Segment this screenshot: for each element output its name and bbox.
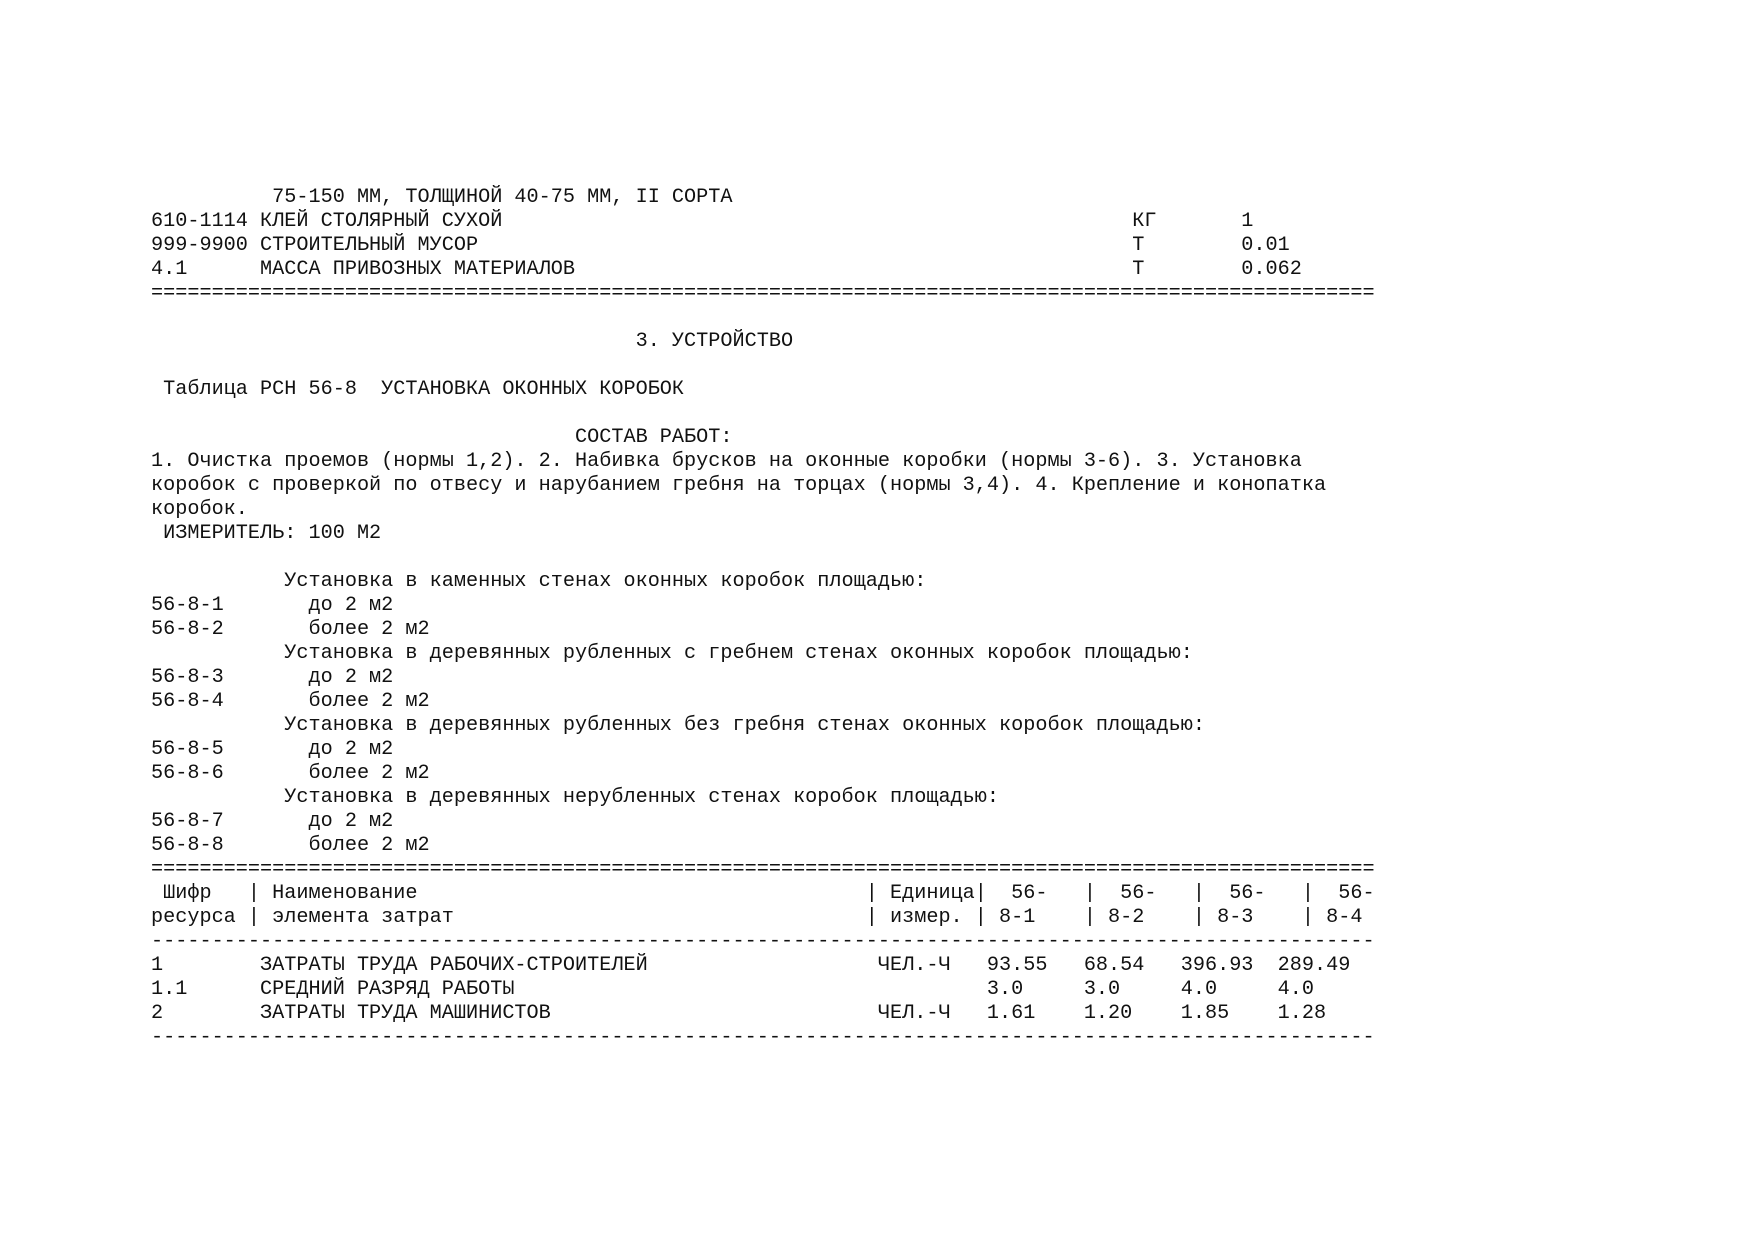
table-header-row: ресурса | элемента затрат | измер. | 8-1 | 8-2 | 8-3 | 8-4 [151,906,1363,929]
table-row: 1.1 СРЕДНИЙ РАЗРЯД РАБОТЫ 3.0 3.0 4.0 4.0 [151,978,1314,1001]
measure-unit: ИЗМЕРИТЕЛЬ: 100 М2 [151,522,382,545]
dash-separator: ----------------------------------------------------------------------------------------------------- [151,930,1375,953]
work-composition-line: 1. Очистка проемов (нормы 1,2). 2. Набивка брусков на оконные коробки (нормы 3-6). 3. Установка [151,450,1302,473]
material-row: 4.1 МАССА ПРИВОЗНЫХ МАТЕРИАЛОВ Т 0.062 [151,258,1302,281]
table-row: 1 ЗАТРАТЫ ТРУДА РАБОЧИХ-СТРОИТЕЛЕЙ ЧЕЛ.-Ч 93.55 68.54 396.93 289.49 [151,954,1351,977]
table-header-row: Шифр | Наименование | Единица| 56- | 56- | 56- | 56- [151,882,1375,905]
norm-item: 56-8-3 до 2 м2 [151,666,394,689]
spacer [151,546,1551,570]
norm-item: 56-8-7 до 2 м2 [151,810,394,833]
dash-separator: ----------------------------------------------------------------------------------------------------- [151,1026,1375,1049]
spacer [151,306,1551,330]
double-separator: ===================================================================================================== [151,858,1375,881]
work-composition-line: коробок с проверкой по отвесу и нарубанием гребня на торцах (нормы 3,4). 4. Крепление и конопатка [151,474,1327,497]
norm-group-heading: Установка в деревянных рубленных без гребня стенах оконных коробок площадью: [151,714,1205,737]
norm-item: 56-8-1 до 2 м2 [151,594,394,617]
norm-item: 56-8-5 до 2 м2 [151,738,394,761]
document-page [151,186,1551,1050]
norm-item: 56-8-2 более 2 м2 [151,618,430,641]
work-composition-heading: СОСТАВ РАБОТ: [151,426,733,449]
norm-group-heading: Установка в деревянных рубленных с гребнем стенах оконных коробок площадью: [151,642,1193,665]
norm-item: 56-8-8 более 2 м2 [151,834,430,857]
table-row: 2 ЗАТРАТЫ ТРУДА МАШИНИСТОВ ЧЕЛ.-Ч 1.61 1.20 1.85 1.28 [151,1002,1327,1025]
table-title: Таблица РСН 56-8 УСТАНОВКА ОКОННЫХ КОРОБОК [151,378,685,401]
norm-item: 56-8-6 более 2 м2 [151,762,430,785]
norm-group-heading: Установка в деревянных нерубленных стенах коробок площадью: [151,786,1000,809]
material-row: 999-9900 СТРОИТЕЛЬНЫЙ МУСОР Т 0.01 [151,234,1290,257]
norm-group-heading: Установка в каменных стенах оконных коробок площадью: [151,570,927,593]
spacer [151,354,1551,378]
material-continuation-line: 75-150 ММ, ТОЛЩИНОЙ 40-75 ММ, II СОРТА [151,186,733,209]
material-row: 610-1114 КЛЕЙ СТОЛЯРНЫЙ СУХОЙ КГ 1 [151,210,1254,233]
spacer [151,402,1551,426]
work-composition-line: коробок. [151,498,248,521]
double-separator: ===================================================================================================== [151,282,1375,305]
section-title: 3. УСТРОЙСТВО [151,330,794,353]
norm-item: 56-8-4 более 2 м2 [151,690,430,713]
